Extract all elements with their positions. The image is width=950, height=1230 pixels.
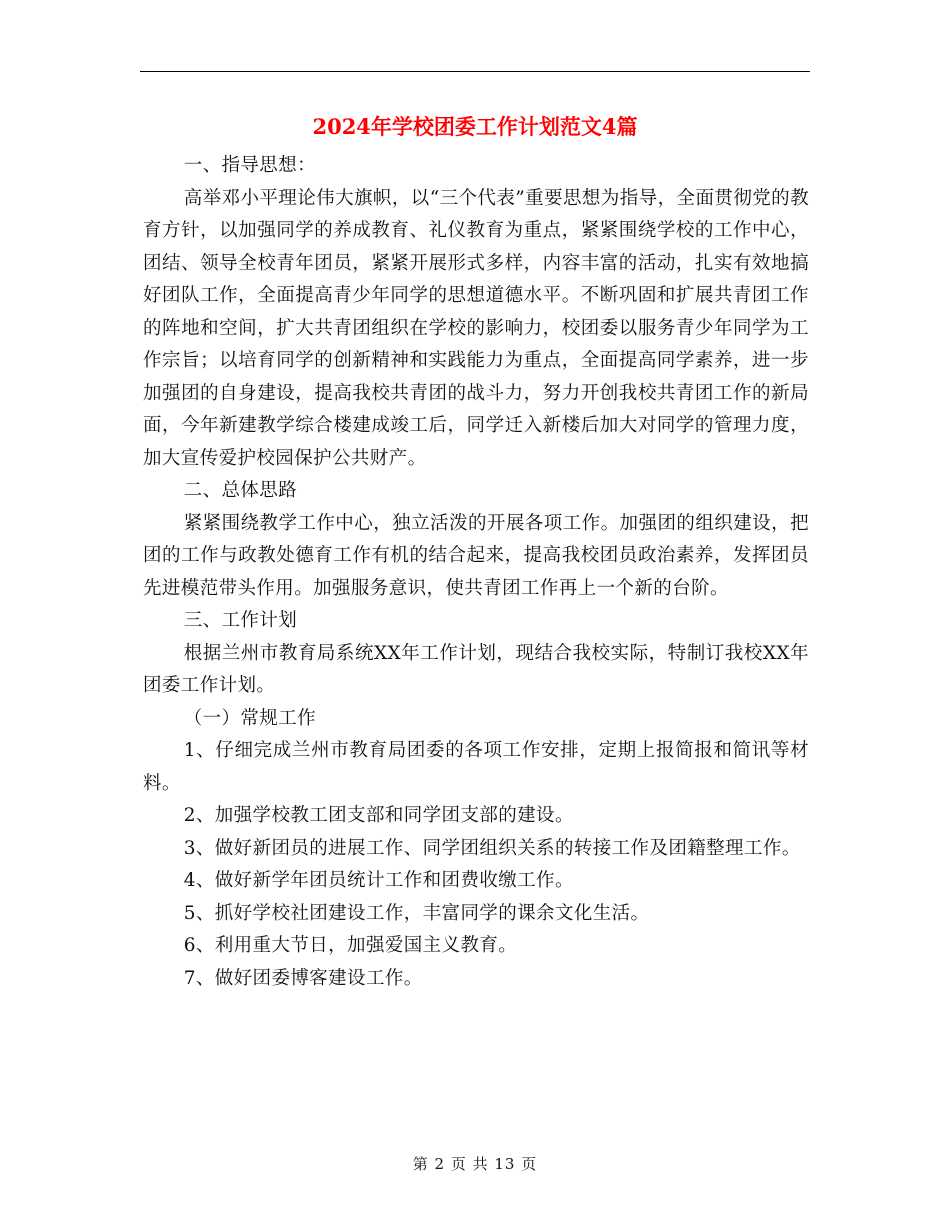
list-item: 5、抓好学校社团建设工作，丰富同学的课余文化生活。 — [183, 902, 650, 924]
page-number: 第 2 页 共 13 页 — [412, 1155, 538, 1173]
document-title: 2024年学校团委工作计划范文4篇 — [312, 114, 638, 139]
header-rule — [140, 71, 810, 72]
list-item: 1、仔细完成兰州市教育局团委的各项工作安排，定期上报简报和简讯等材料。 — [143, 740, 809, 794]
section-heading-overall-approach: 二、总体思路 — [183, 480, 298, 501]
list-item: 6、利用重大节日，加强爱国主义教育。 — [183, 935, 518, 956]
list-item: 2、加强学校教工团支部和同学团支部的建设。 — [183, 805, 574, 826]
body-paragraph-work-plan: 根据兰州市教育局系统XX年工作计划，现结合我校实际，特制订我校XX年团委工作计划。 — [143, 642, 809, 696]
list-item: 4、做好新学年团员统计工作和团费收缴工作。 — [183, 870, 574, 891]
body-paragraph-overall-approach: 紧紧围绕教学工作中心，独立活泼的开展各项工作。加强团的组织建设，把团的工作与政教处德育工作有机的结合起来，提高我校团员政治素养，发挥团员先进模范带头作用。加强服务意识，使共青团工作再上一个新的台阶。 — [143, 512, 809, 599]
document-body — [143, 150, 809, 995]
subsection-heading-routine-work: （一）常规工作 — [183, 707, 316, 729]
list-item: 3、做好新团员的进展工作、同学团组织关系的转接工作及团籍整理工作。 — [183, 837, 801, 859]
section-heading-guiding-ideology: 一、指导思想： — [183, 155, 316, 176]
list-item: 7、做好团委博客建设工作。 — [183, 967, 423, 989]
body-paragraph-guiding-ideology: 高举邓小平理论伟大旗帜，以“三个代表”重要思想为指导，全面贯彻党的教育方针，以加强同学的养成教育、礼仪教育为重点，紧紧围绕学校的工作中心，团结、领导全校青年团员，紧紧开展形式多样，内容丰富的活动，扎实有效地搞好团队工作，全面提高青少年同学的思想道德水平。不断巩固和扩展共青团工作的阵地和空间，扩大共青团组织在学校的影响力，校团委以服务青少年同学为工作宗旨；以培育同学的创新精神和实践能力为重点，全面提高同学素养，进一步加强团的自身建设，提高我校共青团的战斗力，努力开创我校共青团工作的新局面，今年新建教学综合楼建成竣工后，同学迁入新楼后加大对同学的管理力度，加大宣传爱护校园保护公共财产。 — [143, 187, 809, 469]
section-heading-work-plan: 三、工作计划 — [183, 610, 298, 631]
page-footer — [0, 1153, 950, 1175]
